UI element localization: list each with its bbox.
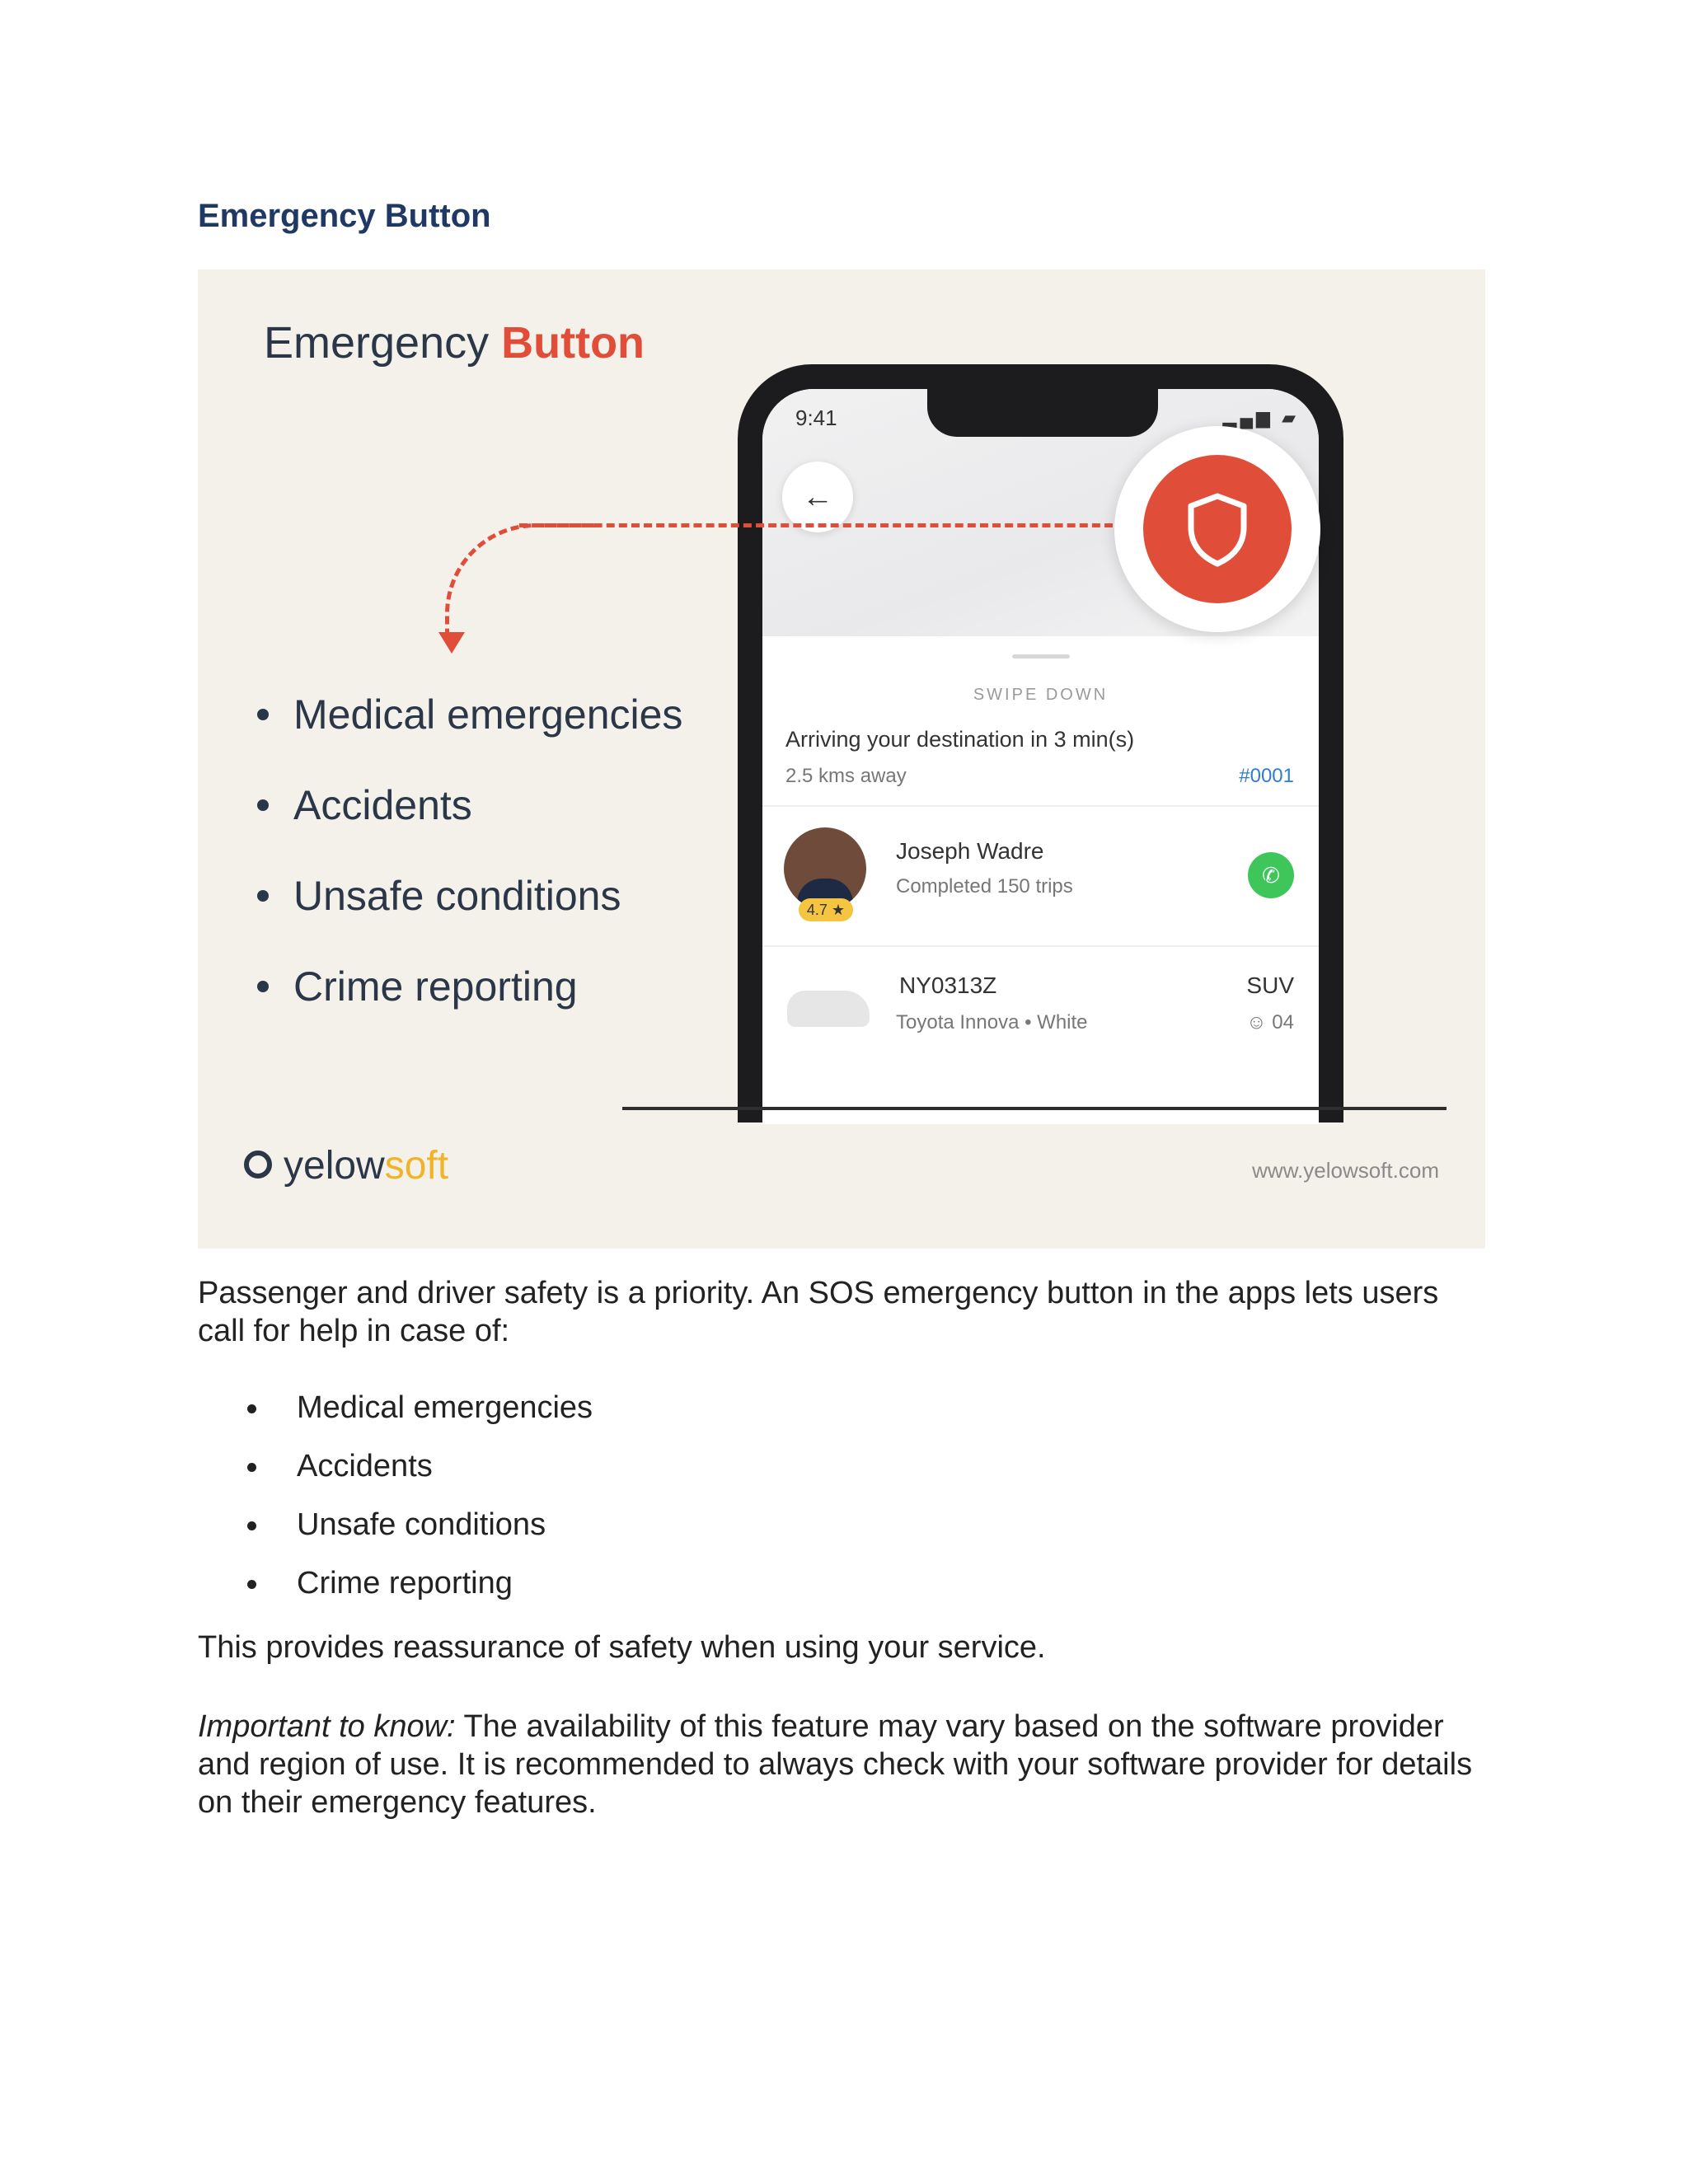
trip-id: #0001: [1239, 765, 1294, 787]
car-plate: NY0313Z: [899, 972, 997, 998]
illustration-list-item: Medical emergencies: [257, 690, 682, 780]
driver-name: Joseph Wadre: [896, 838, 1044, 864]
note-text: The availability of this feature may vary based on the software provider and region of use. It is recommended to always check with your software provider for details on their emergency features.: [198, 1709, 1473, 1820]
status-time: 9:41: [795, 405, 837, 430]
back-arrow-icon[interactable]: ←: [782, 462, 853, 532]
driver-trips: Completed 150 trips: [896, 875, 1073, 898]
driver-rating-badge: 4.7 ★: [799, 898, 853, 921]
note-paragraph: [198, 1708, 1484, 1821]
driver-avatar: [784, 827, 866, 910]
dashed-arrow-curve: [445, 523, 598, 643]
swipe-label: SWIPE DOWN: [973, 686, 1109, 704]
list-item: Unsafe conditions: [198, 1506, 593, 1564]
illustration-list-item: Crime reporting: [257, 962, 682, 1052]
floor-line: [622, 1107, 1447, 1110]
trip-sheet: [762, 636, 1319, 1124]
closing-paragraph: This provides reassurance of safety when using your service.: [198, 1630, 1046, 1665]
note-label: Important to know:: [198, 1709, 456, 1744]
signal-battery-icon: ▂▄▆ ▰: [1222, 407, 1299, 428]
car-model: Toyota Innova • White: [896, 1011, 1088, 1033]
seat-count: ☺ 04: [1246, 1011, 1294, 1033]
yelowsoft-logo: yelowsoft: [244, 1143, 448, 1188]
illustration-list: [257, 690, 682, 1052]
phone-notch: [927, 389, 1158, 437]
car-icon: [787, 991, 870, 1027]
car-type: SUV: [1246, 972, 1294, 998]
illustration-list-item: Unsafe conditions: [257, 871, 682, 962]
person-icon: ☺: [1246, 1011, 1273, 1033]
distance-text: 2.5 kms away: [785, 765, 907, 787]
illustration-list-item: Accidents: [257, 780, 682, 871]
phone-call-icon[interactable]: ✆: [1248, 852, 1294, 898]
list-item: Crime reporting: [198, 1564, 593, 1623]
sos-button[interactable]: [1143, 455, 1292, 603]
illustration-title: Emergency Button: [264, 318, 645, 368]
intro-paragraph: Passenger and driver safety is a priority. An SOS emergency button in the apps lets users call for help in case of:: [198, 1276, 1439, 1348]
emergency-list: [198, 1389, 593, 1623]
website-url: www.yelowsoft.com: [1252, 1158, 1439, 1183]
section-heading: Emergency Button: [198, 198, 491, 234]
drag-handle[interactable]: [1012, 654, 1070, 658]
list-item: Medical emergencies: [198, 1389, 593, 1447]
shield-icon: [1184, 491, 1250, 567]
dashed-arrow-line: [519, 523, 1113, 527]
arrow-down-icon: [438, 632, 465, 654]
arrival-text: Arriving your destination in 3 min(s): [785, 727, 1135, 752]
list-item: Accidents: [198, 1447, 593, 1506]
emergency-button-illustration: [198, 269, 1485, 1249]
